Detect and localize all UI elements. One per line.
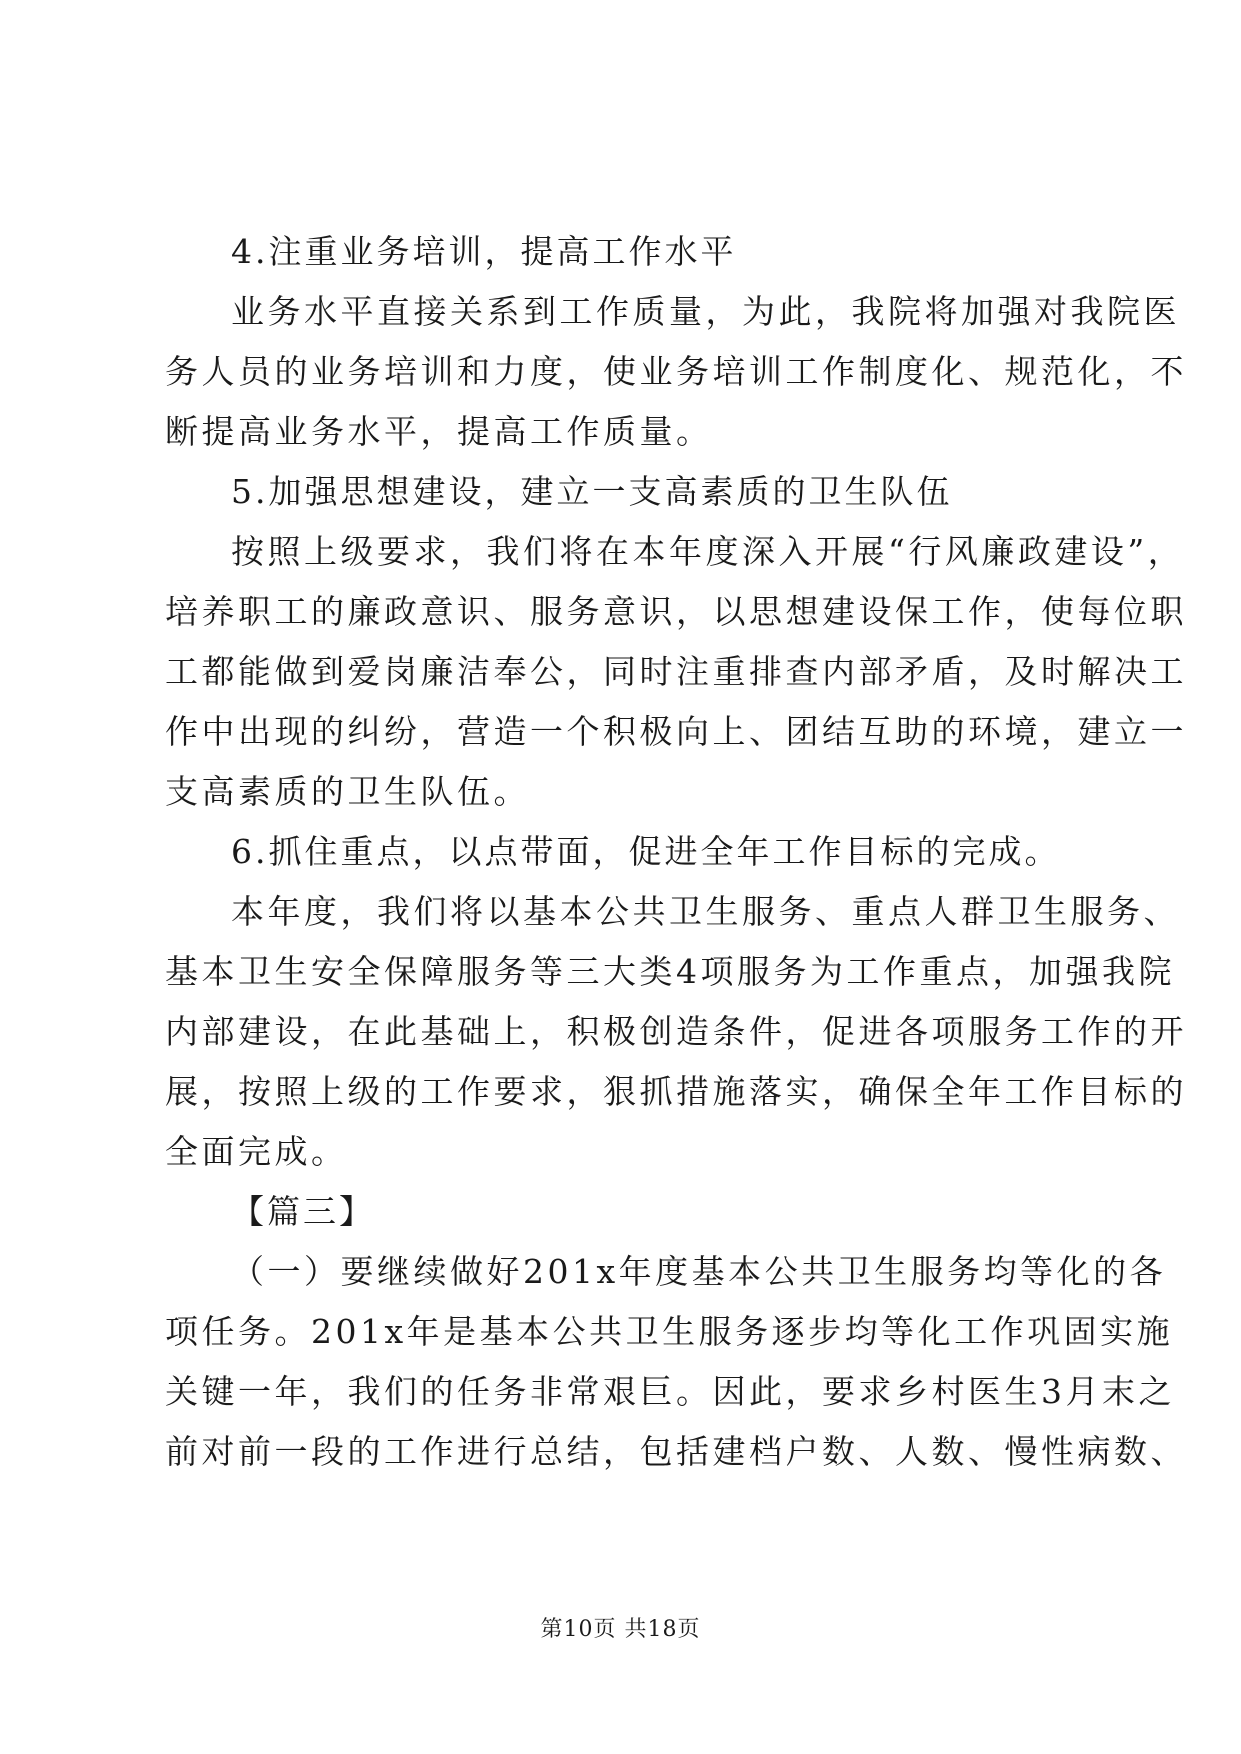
paragraph-line: 务人员的业务培训和力度，使业务培训工作制度化、规范化，不: [165, 352, 1187, 391]
paragraph-line: 业务水平直接关系到工作质量，为此，我院将加强对我院医: [231, 292, 1180, 331]
paragraph-line: 展，按照上级的工作要求，狠抓措施落实，确保全年工作目标的: [165, 1072, 1187, 1111]
paragraph-line: 前对前一段的工作进行总结，包括建档户数、人数、慢性病数、: [165, 1432, 1187, 1471]
paragraph-line: 项任务。201x年是基本公共卫生服务逐步均等化工作巩固实施: [165, 1312, 1174, 1351]
paragraph-line: 支高素质的卫生队伍。: [165, 772, 530, 811]
paragraph-line: 本年度，我们将以基本公共卫生服务、重点人群卫生服务、: [231, 892, 1180, 931]
paragraph-line: （一）要继续做好201x年度基本公共卫生服务均等化的各: [231, 1252, 1167, 1291]
section-heading-4: 4.注重业务培训，提高工作水平: [231, 232, 737, 271]
page-number-footer: 第10页 共18页: [540, 1617, 701, 1642]
paragraph-line: 全面完成。: [165, 1132, 348, 1171]
paragraph-line: 按照上级要求，我们将在本年度深入开展“行风廉政建设”，: [231, 532, 1185, 571]
paragraph-line: 内部建设，在此基础上，积极创造条件，促进各项服务工作的开: [165, 1012, 1187, 1051]
paragraph-line: 基本卫生安全保障服务等三大类4项服务为工作重点，加强我院: [165, 952, 1175, 991]
paragraph-line: 关键一年，我们的任务非常艰巨。因此，要求乡村医生3月末之: [165, 1372, 1175, 1411]
paragraph-line: 培养职工的廉政意识、服务意识，以思想建设保工作，使每位职: [165, 592, 1187, 631]
section-heading-5: 5.加强思想建设，建立一支高素质的卫生队伍: [231, 472, 953, 511]
paragraph-line: 断提高业务水平，提高工作质量。: [165, 412, 713, 451]
section-heading-6: 6.抓住重点，以点带面，促进全年工作目标的完成。: [231, 832, 1061, 871]
paragraph-line: 工都能做到爱岗廉洁奉公，同时注重排查内部矛盾，及时解决工: [165, 652, 1187, 691]
document-body: [165, 222, 1187, 1482]
part-title: 【篇三】: [231, 1192, 375, 1231]
paragraph-line: 作中出现的纠纷，营造一个积极向上、团结互助的环境，建立一: [165, 712, 1187, 751]
